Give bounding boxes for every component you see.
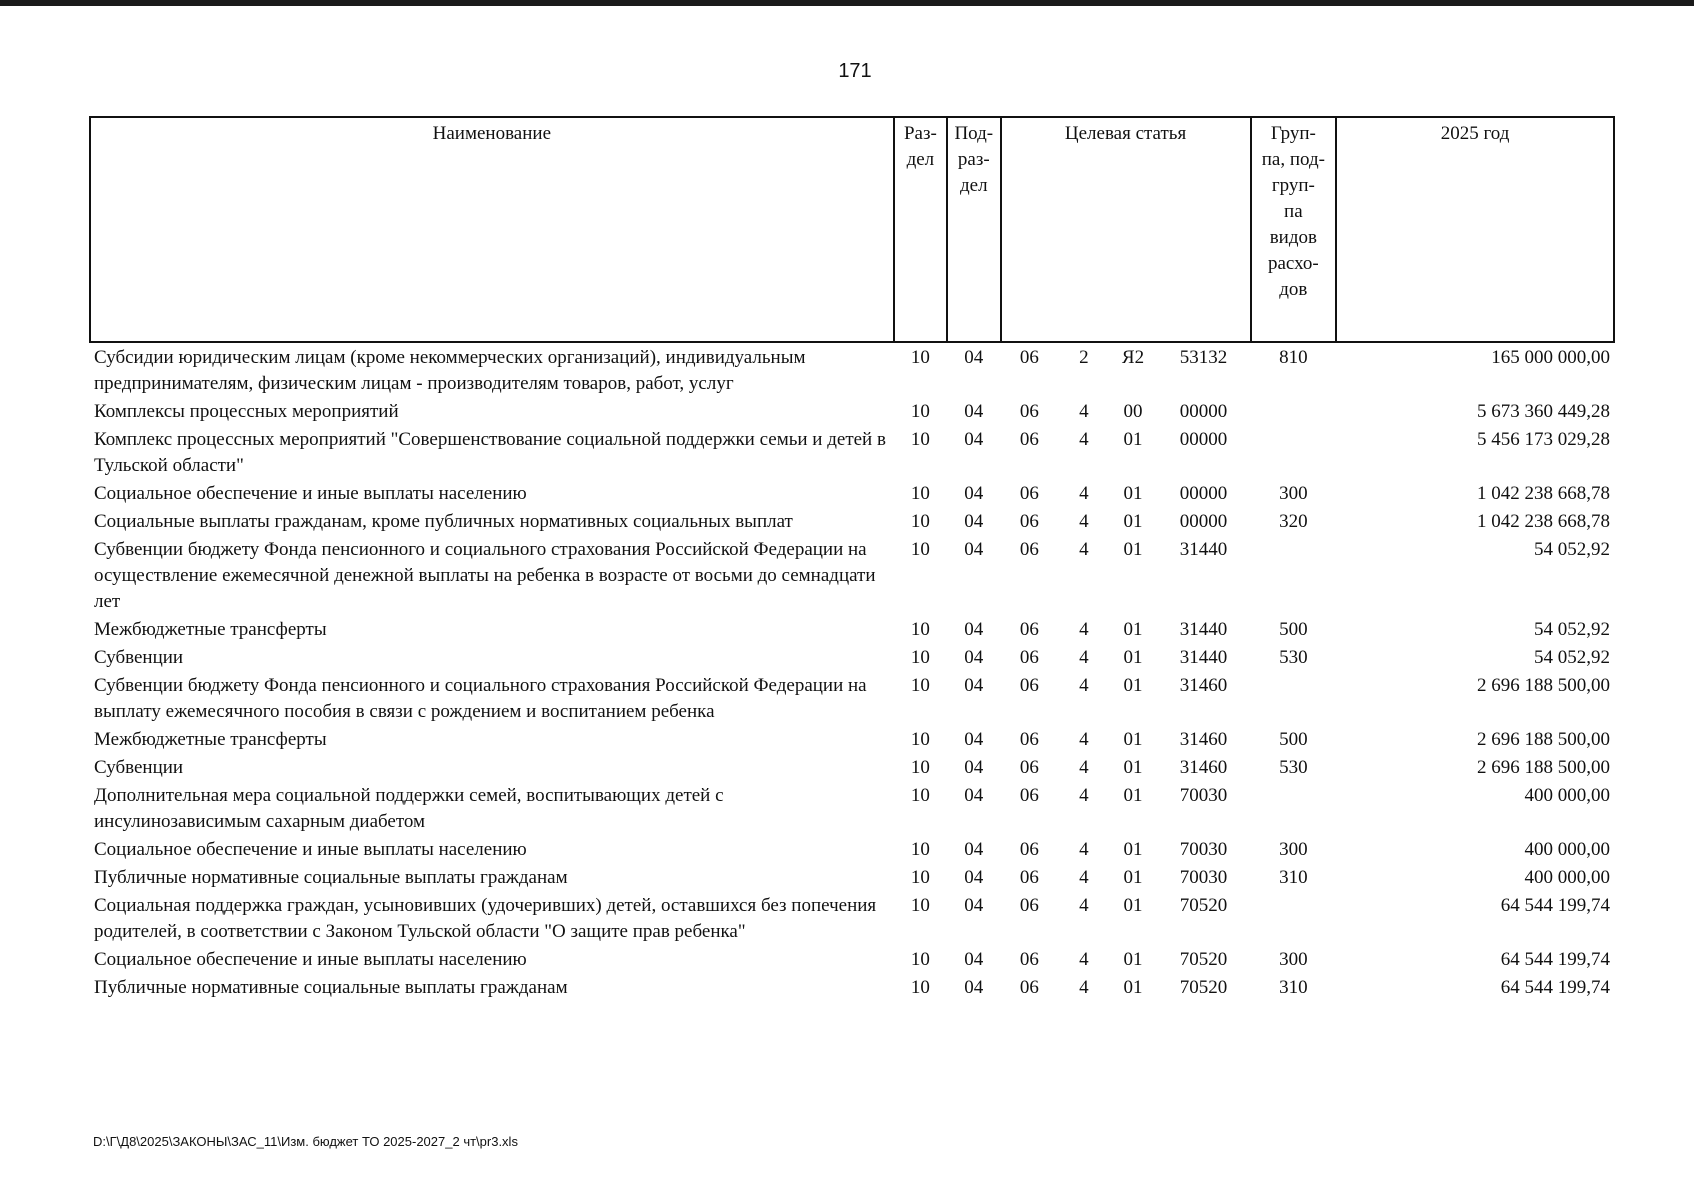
row-cs-direction: 70030 (1179, 867, 1228, 888)
row-name: Социальное обеспечение и иные выплаты населению (94, 839, 527, 860)
row-vid-rashodov: 310 (1279, 977, 1308, 998)
row-cs-event: 01 (1123, 647, 1143, 668)
row-amount: 2 696 188 500,00 (1477, 757, 1610, 778)
row-cs-event: 01 (1123, 619, 1143, 640)
row-name: Субвенции бюджету Фонда пенсионного и социального страхования Российской Федерации на выплату ежемесячного пособия в связи с рождением и воспитанием ребенка (94, 675, 867, 722)
row-vid-rashodov (1251, 671, 1336, 725)
row-name: Социальная поддержка граждан, усыновивших (удочеривших) детей, оставшихся без попечения родителей, в соответствии с Законом Тульской области "О защите прав ребенка" (94, 895, 877, 942)
row-amount: 54 052,92 (1534, 539, 1610, 560)
row-razdel: 10 (910, 511, 930, 532)
header-name: Наименование (90, 117, 894, 342)
row-cs-program: 06 (1019, 539, 1039, 560)
row-podrazdel: 04 (964, 839, 984, 860)
row-name: Межбюджетные трансферты (94, 619, 327, 640)
row-cs-type: 4 (1079, 539, 1089, 560)
row-name: Комплексы процессных мероприятий (94, 401, 399, 422)
row-cs-program: 06 (1019, 483, 1039, 504)
row-razdel: 10 (910, 483, 930, 504)
row-cs-direction: 31440 (1179, 619, 1228, 640)
row-name: Публичные нормативные социальные выплаты гражданам (94, 977, 568, 998)
row-cs-direction: 70520 (1179, 949, 1228, 970)
table-row (90, 725, 1614, 753)
row-podrazdel: 04 (964, 539, 984, 560)
row-name: Субсидии юридическим лицам (кроме некоммерческих организаций), индивидуальным предпринимателям, физическим лицам - производителям товаров, работ, услуг (94, 347, 806, 394)
row-vid-rashodov (1251, 425, 1336, 479)
row-name: Субвенции бюджету Фонда пенсионного и социального страхования Российской Федерации на осуществление ежемесячной денежной выплаты на ребенка в возрасте от восьми до семнадцати лет (94, 539, 876, 612)
row-podrazdel: 04 (964, 675, 984, 696)
row-cs-event: 01 (1123, 757, 1143, 778)
row-name: Субвенции (94, 647, 184, 668)
row-cs-direction: 70520 (1179, 977, 1228, 998)
row-vid-rashodov: 500 (1279, 619, 1308, 640)
row-podrazdel: 04 (964, 785, 984, 806)
row-podrazdel: 04 (964, 977, 984, 998)
table-row (90, 835, 1614, 863)
table-row (90, 643, 1614, 671)
table-row (90, 342, 1614, 397)
row-cs-type: 4 (1079, 511, 1089, 532)
row-cs-event: 01 (1123, 785, 1143, 806)
row-amount: 64 544 199,74 (1500, 895, 1610, 916)
row-vid-rashodov: 500 (1279, 729, 1308, 750)
row-amount: 54 052,92 (1534, 647, 1610, 668)
row-name: Дополнительная мера социальной поддержки семей, воспитывающих детей с инсулинозависимым сахарным диабетом (94, 785, 724, 832)
row-podrazdel: 04 (964, 429, 984, 450)
row-cs-event: 01 (1123, 977, 1143, 998)
row-cs-program: 06 (1019, 729, 1039, 750)
row-razdel: 10 (910, 647, 930, 668)
row-razdel: 10 (910, 675, 930, 696)
row-name: Комплекс процессных мероприятий "Совершенствование социальной поддержки семьи и детей в Тульской области" (94, 429, 886, 476)
row-cs-direction: 53132 (1179, 347, 1228, 368)
row-cs-type: 4 (1079, 785, 1089, 806)
table-body (90, 342, 1614, 1001)
row-podrazdel: 04 (964, 401, 984, 422)
row-cs-type: 4 (1079, 483, 1089, 504)
row-cs-program: 06 (1019, 757, 1039, 778)
row-vid-rashodov: 530 (1279, 647, 1308, 668)
row-cs-type: 4 (1079, 429, 1089, 450)
row-vid-rashodov: 530 (1279, 757, 1308, 778)
row-razdel: 10 (910, 785, 930, 806)
table-row (90, 397, 1614, 425)
row-name: Межбюджетные трансферты (94, 729, 327, 750)
header-year: 2025 год (1336, 117, 1614, 342)
row-podrazdel: 04 (964, 483, 984, 504)
row-cs-program: 06 (1019, 977, 1039, 998)
header-gruppa-vidov-rashodov: Груп- па, под- груп- па видов расхо- дов (1251, 117, 1336, 342)
table-row (90, 671, 1614, 725)
row-cs-direction: 70030 (1179, 785, 1228, 806)
row-cs-program: 06 (1019, 839, 1039, 860)
table-row (90, 615, 1614, 643)
page-number: 171 (838, 60, 872, 82)
row-amount: 400 000,00 (1524, 839, 1610, 860)
row-cs-type: 4 (1079, 729, 1089, 750)
row-cs-event: 01 (1123, 539, 1143, 560)
row-razdel: 10 (910, 729, 930, 750)
row-cs-program: 06 (1019, 347, 1039, 368)
row-name: Социальное обеспечение и иные выплаты населению (94, 949, 527, 970)
row-cs-type: 4 (1079, 647, 1089, 668)
row-cs-direction: 00000 (1179, 401, 1228, 422)
row-cs-direction: 00000 (1179, 429, 1228, 450)
row-cs-type: 4 (1079, 949, 1089, 970)
top-border-line (0, 0, 1694, 6)
row-cs-event: 01 (1123, 511, 1143, 532)
row-cs-program: 06 (1019, 675, 1039, 696)
row-podrazdel: 04 (964, 949, 984, 970)
row-cs-event: 01 (1123, 675, 1143, 696)
row-cs-type: 4 (1079, 401, 1089, 422)
row-vid-rashodov (1251, 891, 1336, 945)
row-cs-type: 4 (1079, 867, 1089, 888)
row-podrazdel: 04 (964, 895, 984, 916)
row-name: Социальное обеспечение и иные выплаты населению (94, 483, 527, 504)
row-cs-event: 00 (1123, 401, 1143, 422)
row-amount: 64 544 199,74 (1500, 977, 1610, 998)
row-cs-direction: 31460 (1179, 675, 1228, 696)
row-cs-direction: 31440 (1179, 647, 1228, 668)
row-razdel: 10 (910, 347, 930, 368)
row-cs-direction: 31460 (1179, 729, 1228, 750)
row-cs-event: 01 (1123, 839, 1143, 860)
row-podrazdel: 04 (964, 619, 984, 640)
row-cs-event: 01 (1123, 483, 1143, 504)
row-amount: 64 544 199,74 (1500, 949, 1610, 970)
table-row (90, 753, 1614, 781)
footer-file-path: D:\Г\Д8\2025\ЗАКОНЫ\ЗАС_11\Изм. бюджет ТО 2025-2027_2 чт\pr3.xls (93, 1134, 518, 1149)
row-vid-rashodov (1251, 397, 1336, 425)
row-podrazdel: 04 (964, 729, 984, 750)
row-vid-rashodov (1251, 535, 1336, 615)
row-cs-type: 4 (1079, 895, 1089, 916)
row-name: Социальные выплаты гражданам, кроме публичных нормативных социальных выплат (94, 511, 793, 532)
row-razdel: 10 (910, 895, 930, 916)
row-cs-type: 4 (1079, 977, 1089, 998)
row-amount: 2 696 188 500,00 (1477, 675, 1610, 696)
row-razdel: 10 (910, 429, 930, 450)
row-razdel: 10 (910, 401, 930, 422)
row-cs-type: 4 (1079, 757, 1089, 778)
table-row (90, 535, 1614, 615)
row-razdel: 10 (910, 839, 930, 860)
row-podrazdel: 04 (964, 511, 984, 532)
row-cs-event: Я2 (1121, 347, 1145, 368)
row-vid-rashodov: 810 (1279, 347, 1308, 368)
table-row (90, 425, 1614, 479)
header-razdel: Раз- дел (894, 117, 947, 342)
row-podrazdel: 04 (964, 347, 984, 368)
table-row (90, 973, 1614, 1001)
row-name: Субвенции (94, 757, 184, 778)
row-cs-direction: 31440 (1179, 539, 1228, 560)
table-header-row (90, 117, 1614, 342)
row-podrazdel: 04 (964, 757, 984, 778)
row-amount: 400 000,00 (1524, 785, 1610, 806)
row-cs-type: 4 (1079, 619, 1089, 640)
row-amount: 165 000 000,00 (1491, 347, 1610, 368)
row-cs-direction: 70030 (1179, 839, 1228, 860)
row-cs-type: 4 (1079, 675, 1089, 696)
row-razdel: 10 (910, 619, 930, 640)
row-cs-program: 06 (1019, 511, 1039, 532)
row-cs-program: 06 (1019, 949, 1039, 970)
row-cs-program: 06 (1019, 867, 1039, 888)
row-cs-event: 01 (1123, 729, 1143, 750)
row-cs-event: 01 (1123, 895, 1143, 916)
row-vid-rashodov: 320 (1279, 511, 1308, 532)
row-cs-program: 06 (1019, 619, 1039, 640)
row-razdel: 10 (910, 867, 930, 888)
row-cs-event: 01 (1123, 867, 1143, 888)
row-vid-rashodov: 300 (1279, 483, 1308, 504)
row-cs-program: 06 (1019, 401, 1039, 422)
header-podrazdel: Под- раз- дел (947, 117, 1000, 342)
row-amount: 2 696 188 500,00 (1477, 729, 1610, 750)
row-amount: 1 042 238 668,78 (1477, 511, 1610, 532)
row-cs-type: 4 (1079, 839, 1089, 860)
row-vid-rashodov (1251, 781, 1336, 835)
row-amount: 5 673 360 449,28 (1477, 401, 1610, 422)
row-podrazdel: 04 (964, 647, 984, 668)
row-cs-event: 01 (1123, 429, 1143, 450)
row-amount: 5 456 173 029,28 (1477, 429, 1610, 450)
row-razdel: 10 (910, 757, 930, 778)
table-row (90, 507, 1614, 535)
table-row (90, 945, 1614, 973)
row-amount: 54 052,92 (1534, 619, 1610, 640)
row-vid-rashodov: 300 (1279, 949, 1308, 970)
table-row (90, 863, 1614, 891)
row-cs-program: 06 (1019, 785, 1039, 806)
row-cs-program: 06 (1019, 429, 1039, 450)
row-cs-direction: 31460 (1179, 757, 1228, 778)
row-cs-direction: 00000 (1179, 511, 1228, 532)
row-name: Публичные нормативные социальные выплаты гражданам (94, 867, 568, 888)
header-celevaya-statya: Целевая статья (1001, 117, 1251, 342)
row-cs-program: 06 (1019, 647, 1039, 668)
row-razdel: 10 (910, 539, 930, 560)
row-razdel: 10 (910, 977, 930, 998)
row-cs-event: 01 (1123, 949, 1143, 970)
budget-table (89, 116, 1615, 1001)
row-cs-direction: 00000 (1179, 483, 1228, 504)
row-cs-direction: 70520 (1179, 895, 1228, 916)
row-vid-rashodov: 300 (1279, 839, 1308, 860)
row-amount: 400 000,00 (1524, 867, 1610, 888)
row-cs-type: 2 (1079, 347, 1089, 368)
table-row (90, 781, 1614, 835)
table-row (90, 479, 1614, 507)
row-podrazdel: 04 (964, 867, 984, 888)
row-amount: 1 042 238 668,78 (1477, 483, 1610, 504)
row-vid-rashodov: 310 (1279, 867, 1308, 888)
row-razdel: 10 (910, 949, 930, 970)
row-cs-program: 06 (1019, 895, 1039, 916)
table-row (90, 891, 1614, 945)
